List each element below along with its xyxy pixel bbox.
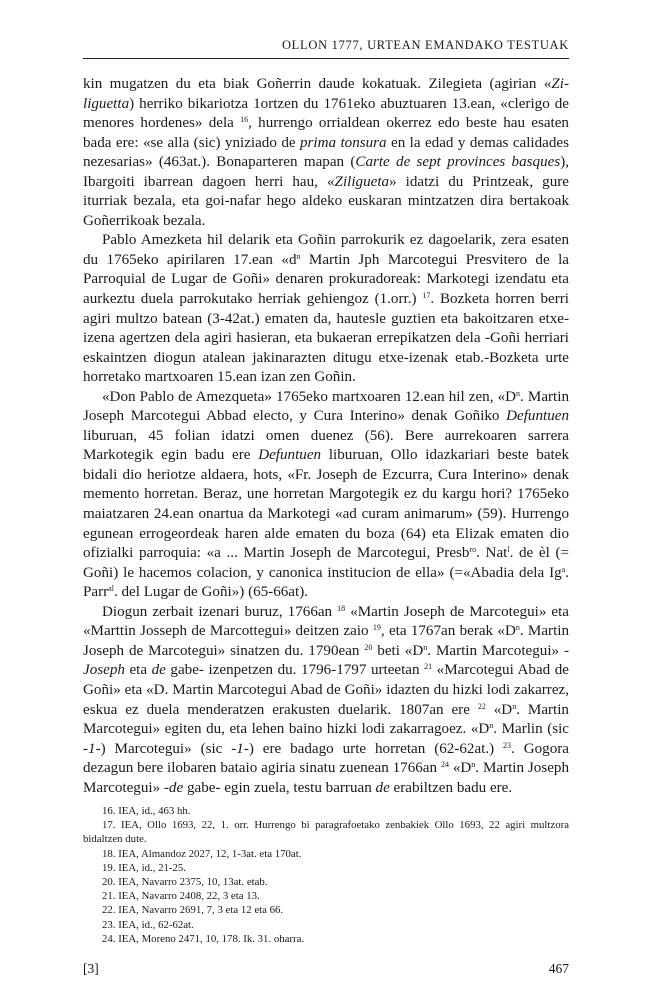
italic-run: Defuntuen (258, 447, 322, 464)
superscript: n (512, 701, 517, 711)
italic-run: Defuntuen (506, 408, 569, 425)
footnote: 23. IEA, id., 62-62at. (102, 918, 194, 931)
superscript: n (489, 721, 494, 731)
italic-run: Carte de sept provinces basques (355, 154, 561, 171)
text-run: . de èl (= Goñi) le hacemos colacion, y canonica institucion de ella» (=«Abadia dela Ig (83, 545, 569, 581)
footnote: 21. IEA, Navarro 2408, 22, 3 eta 13. (102, 890, 260, 903)
text-run: liburuan, Ollo idazkariari beste batek bidali dio heriotze aldaera, hots, «Fr. Joseph de Ezcurra, Cura Interino» denak memento horretan. Beraz, une horretan Margotegik ez du kargu hori? 1765eko maiatzaren 24.ean onartua da Markotegi «ad curam animarum» (59). Hurrengo egunean errogeordeak haren alde ematen du boza (64) eta Elizak ematen dio ofizialki parroquia: «a ... Martin Joseph de Marcotegui, Presb (83, 447, 569, 562)
paragraph (83, 388, 569, 603)
page-number: 467 (548, 961, 569, 976)
text-run: , eta 1767an berak «D (380, 623, 516, 640)
text-run: ) herriko bikariotza 1ortzen du 1761eko abuztuaren 13.ean, «clerigo de menores hordenes» dela (83, 95, 569, 132)
text-run: en la edad y demas calidades nezesarias» (463at.). Bonaparteren mapan ( (83, 134, 569, 171)
superscript: 16 (240, 115, 249, 125)
running-head: OLLON 1777, URTEAN EMANDAKO TESTUAK (281, 38, 569, 52)
italic-run: de (375, 779, 390, 796)
text-run: , hurrengo orrialdean okerrez edo beste hau esaten bada ere: «se alla (sic) yniziado de (83, 115, 569, 151)
italic-run: Zi-liguetta (83, 76, 569, 112)
superscript: 23 (503, 740, 512, 750)
superscript: 24 (440, 760, 449, 770)
footnote: 17. IEA, Ollo 1693, 22, 1. orr. Hurrengo bi paragrafoetako zenbakiek Ollo 1693, 22 agiri multzora bidaltzen dute. (83, 819, 569, 846)
text-run: «Don Pablo de Amezqueta» 1765eko martxoaren 12.ean hil zen, «D (102, 388, 517, 405)
text-run: . del Lugar de Goñi») (65-66at). (113, 584, 308, 601)
text-run: » idatzi du Printzeak, gure iturriak bezala, eta goi-nafar hego aldeko euskaran mintzatzen dira bertakoak Goñerrikoak bezala. (83, 173, 569, 229)
superscript: n (515, 623, 520, 633)
text-run: . Martin Marcotegui» egiten du, eta lehen baino hizki lodi zakarragoez. «D (83, 701, 569, 738)
text-run: . Parr (83, 564, 569, 601)
header-rule (83, 58, 569, 59)
text-run: . Martin Joseph Marcotegui» - (83, 760, 569, 796)
text-run: -) ere badago urte horretan (62-62at.) (243, 740, 504, 757)
text-run: -) Marcotegui» (sic - (95, 740, 237, 757)
text-run: ), Ibargoiti ibarrean dagoen herri hau, « (83, 154, 569, 190)
text-run: . Gogora dezagun bere ilobaren bataio agiria sinatu zuenean 1766an (83, 740, 569, 777)
superscript: 19 (372, 623, 381, 633)
italic-run: Ziligueta (334, 173, 390, 190)
text-run: beti «D (372, 642, 424, 659)
italic-run: de (168, 779, 184, 796)
text-run: . Nat (476, 545, 508, 562)
footnote: 20. IEA, Navarro 2375, 10, 13at. etab. (102, 876, 268, 889)
text-run: erabiltzen badu ere. (389, 779, 513, 796)
text-run: «D (485, 701, 513, 718)
superscript: ro (469, 545, 477, 555)
footnote: 19. IEA, id., 21-25. (102, 861, 186, 874)
superscript: a (561, 564, 566, 574)
footnote: 24. IEA, Moreno 2471, 10, 178. Ik. 31. oharra. (102, 932, 305, 945)
text-run: gabe- egin zuela, testu barruan (183, 779, 376, 796)
text-run: liburuan, 45 folian idatzi omen duenez (56). Bere aurrekoaren sarrera Markotegik egin badu ere (83, 427, 569, 464)
superscript: n (516, 388, 521, 398)
text-run: . Martin Joseph de Marcotegui» sinatzen du. 1790ean (83, 623, 569, 659)
superscript: n (423, 642, 428, 652)
text-run: . Marlin (sic - (83, 721, 569, 757)
footnote: 16. IEA, id., 463 hh. (102, 805, 191, 817)
text-run: eta (124, 662, 152, 679)
body-text (83, 75, 569, 798)
text-run: «D (448, 760, 472, 777)
italic-run: 1 (88, 740, 96, 757)
superscript: 17 (422, 291, 431, 301)
italic-run: de (151, 662, 166, 679)
text-run: gabe- izenpetzen du. 1796-1797 urteetan (165, 662, 425, 679)
italic-run: prima tonsura (299, 134, 387, 151)
superscript: l (507, 545, 510, 555)
footnote: 22. IEA, Navarro 2691, 7, 3 eta 12 eta 66. (102, 904, 284, 917)
text-run: Pablo Amezketa hil delarik eta Goñin parrokurik ez dagoelarik, zera esaten du 1765eko apirilaren 17.ean «d (83, 232, 569, 268)
paragraph (83, 231, 569, 387)
text-run: . Martin Joseph Marcotegui Abbad electo, y Cura Interino» denak Goñiko (83, 388, 569, 425)
text-run: Martin Jph Marcotegui Presvitero de la Parroquial de Lugar de Goñi» denaren prokuradoreak: Markotegi izendatu eta aurkeztu duela parrokutako herriak gehiengoz (1.orr.) (83, 251, 569, 308)
footnotes (83, 804, 569, 946)
page-section-number: [3] (83, 961, 99, 976)
text-run: «Marcotegui Abad de Goñi» eta «D. Martin Marcotegui Abad de Goñi» idazten du hizki lodi zakarrez, eskua ez duela menderatzen erakusten duelarik. 1807an ere (83, 662, 570, 718)
superscript: 22 (477, 701, 486, 711)
superscript: n (296, 251, 301, 261)
text-run: . Martin Marcotegui» - (427, 642, 569, 659)
paragraph (83, 75, 569, 231)
superscript: n (471, 760, 476, 770)
text-run: «Martin Joseph de Marcotegui» eta «Marttin Josseph de Marcottegui» deitzen zaio (83, 603, 570, 640)
italic-run: Joseph (83, 662, 125, 679)
superscript: 21 (424, 662, 433, 672)
text-run: kin mugatzen du eta biak Goñerrin daude kokatuak. Zilegieta (agirian « (83, 76, 552, 92)
text-run: . Bozketa horren berri agiri multzo batean (3-42at.) ematen da, hautesle guztien eta bakoitzaren etxe-izena agertzen dela agiri hasieran, eta bukaeran errepikatzen dela -Goñi herriari eskaintzen diogun atalean jakinarazten ditugu etxe-izenak etab.-Bozketa urte horretako martxoaren 15.ean izan zen Goñin. (83, 291, 569, 386)
superscript: 20 (364, 642, 373, 652)
superscript: 18 (337, 603, 346, 613)
text-run: Diogun zerbait izenari buruz, 1766an (102, 603, 338, 620)
superscript: al (108, 584, 114, 594)
paragraph (83, 603, 569, 798)
italic-run: 1 (236, 740, 244, 757)
footnote: 18. IEA, Almandoz 2027, 12, 1-3at. eta 170at. (102, 847, 302, 860)
